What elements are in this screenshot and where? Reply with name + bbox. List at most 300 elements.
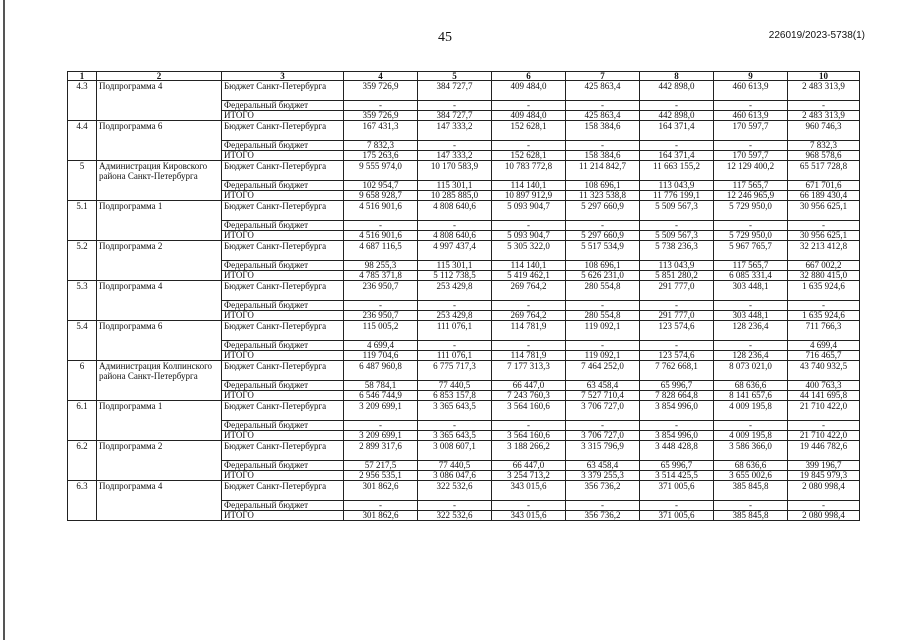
amount-cell: 11 323 538,8 bbox=[566, 191, 640, 201]
amount-cell: 7 832,3 bbox=[344, 141, 418, 151]
amount-cell: 114 140,1 bbox=[492, 261, 566, 271]
amount-cell: 98 255,3 bbox=[344, 261, 418, 271]
amount-cell: 128 236,4 bbox=[714, 351, 788, 361]
amount-cell: - bbox=[344, 421, 418, 431]
funding-source: ИТОГО bbox=[222, 391, 344, 401]
amount-cell: 5 419 462,1 bbox=[492, 271, 566, 281]
amount-cell: 115 301,1 bbox=[418, 261, 492, 271]
funding-source: ИТОГО bbox=[222, 111, 344, 121]
amount-cell: 19 446 782,6 bbox=[788, 441, 860, 461]
column-header: 2 bbox=[97, 72, 222, 81]
funding-source: Бюджет Санкт-Петербурга bbox=[222, 481, 344, 501]
funding-source: Федеральный бюджет bbox=[222, 221, 344, 231]
table-row bbox=[68, 161, 860, 181]
amount-cell: 68 636,6 bbox=[714, 461, 788, 471]
amount-cell: 10 285 885,0 bbox=[418, 191, 492, 201]
amount-cell: - bbox=[714, 301, 788, 311]
funding-source: Федеральный бюджет bbox=[222, 181, 344, 191]
funding-source: Бюджет Санкт-Петербурга bbox=[222, 361, 344, 381]
amount-cell: 63 458,4 bbox=[566, 461, 640, 471]
row-number: 6 bbox=[68, 361, 97, 401]
table-row bbox=[68, 241, 860, 261]
amount-cell: - bbox=[640, 101, 714, 111]
amount-cell: 425 863,4 bbox=[566, 81, 640, 101]
amount-cell: - bbox=[788, 221, 860, 231]
funding-source: Бюджет Санкт-Петербурга bbox=[222, 281, 344, 301]
amount-cell: 8 141 657,6 bbox=[714, 391, 788, 401]
amount-cell: - bbox=[788, 301, 860, 311]
amount-cell: 108 696,1 bbox=[566, 181, 640, 191]
amount-cell: 2 080 998,4 bbox=[788, 481, 860, 501]
amount-cell: - bbox=[714, 141, 788, 151]
amount-cell: 2 899 317,6 bbox=[344, 441, 418, 461]
amount-cell: 4 516 901,6 bbox=[344, 201, 418, 221]
amount-cell: 5 297 660,9 bbox=[566, 231, 640, 241]
amount-cell: 3 448 428,8 bbox=[640, 441, 714, 461]
amount-cell: 269 764,2 bbox=[492, 311, 566, 321]
funding-source: Федеральный бюджет bbox=[222, 141, 344, 151]
funding-source: Федеральный бюджет bbox=[222, 461, 344, 471]
amount-cell: 236 950,7 bbox=[344, 281, 418, 301]
amount-cell: - bbox=[640, 341, 714, 351]
row-number: 5.3 bbox=[68, 281, 97, 321]
amount-cell: 253 429,8 bbox=[418, 281, 492, 301]
amount-cell: 280 554,8 bbox=[566, 311, 640, 321]
amount-cell: 10 783 772,8 bbox=[492, 161, 566, 181]
funding-source: Бюджет Санкт-Петербурга bbox=[222, 401, 344, 421]
row-number: 5.2 bbox=[68, 241, 97, 281]
amount-cell: 5 112 738,5 bbox=[418, 271, 492, 281]
amount-cell: 11 663 155,2 bbox=[640, 161, 714, 181]
amount-cell: - bbox=[714, 221, 788, 231]
row-number: 4.4 bbox=[68, 121, 97, 161]
amount-cell: 3 365 643,5 bbox=[418, 401, 492, 421]
amount-cell: 301 862,6 bbox=[344, 511, 418, 521]
funding-source: ИТОГО bbox=[222, 351, 344, 361]
amount-cell: 19 845 979,3 bbox=[788, 471, 860, 481]
row-number: 6.3 bbox=[68, 481, 97, 521]
amount-cell: 32 213 412,8 bbox=[788, 241, 860, 261]
amount-cell: - bbox=[492, 221, 566, 231]
funding-source: Бюджет Санкт-Петербурга bbox=[222, 81, 344, 101]
amount-cell: 3 655 002,6 bbox=[714, 471, 788, 481]
amount-cell: 3 365 643,5 bbox=[418, 431, 492, 441]
amount-cell: 58 784,1 bbox=[344, 381, 418, 391]
amount-cell: - bbox=[714, 421, 788, 431]
row-number: 6.2 bbox=[68, 441, 97, 481]
amount-cell: 4 808 640,6 bbox=[418, 231, 492, 241]
amount-cell: 3 564 160,6 bbox=[492, 431, 566, 441]
amount-cell: 12 246 965,9 bbox=[714, 191, 788, 201]
funding-source: Бюджет Санкт-Петербурга bbox=[222, 161, 344, 181]
program-name: Подпрограмма 4 bbox=[97, 481, 222, 521]
funding-source: Бюджет Санкт-Петербурга bbox=[222, 321, 344, 341]
program-name: Подпрограмма 2 bbox=[97, 241, 222, 281]
amount-cell: 253 429,8 bbox=[418, 311, 492, 321]
amount-cell: 6 775 717,3 bbox=[418, 361, 492, 381]
amount-cell: 3 086 047,6 bbox=[418, 471, 492, 481]
amount-cell: - bbox=[492, 501, 566, 511]
amount-cell: 4 785 371,8 bbox=[344, 271, 418, 281]
amount-cell: - bbox=[344, 221, 418, 231]
amount-cell: 5 967 765,7 bbox=[714, 241, 788, 261]
amount-cell: 269 764,2 bbox=[492, 281, 566, 301]
amount-cell: 371 005,6 bbox=[640, 511, 714, 521]
amount-cell: 3 854 996,0 bbox=[640, 401, 714, 421]
row-number: 5.4 bbox=[68, 321, 97, 361]
amount-cell: 114 140,1 bbox=[492, 181, 566, 191]
table-row bbox=[68, 81, 860, 101]
row-number: 4.3 bbox=[68, 81, 97, 121]
amount-cell: - bbox=[492, 341, 566, 351]
amount-cell: 114 781,9 bbox=[492, 321, 566, 341]
amount-cell: - bbox=[566, 141, 640, 151]
amount-cell: 3 706 727,0 bbox=[566, 431, 640, 441]
amount-cell: 711 766,3 bbox=[788, 321, 860, 341]
amount-cell: - bbox=[418, 141, 492, 151]
amount-cell: - bbox=[418, 301, 492, 311]
amount-cell: 716 465,7 bbox=[788, 351, 860, 361]
table-row bbox=[68, 361, 860, 381]
amount-cell: 164 371,4 bbox=[640, 121, 714, 141]
program-name: Подпрограмма 6 bbox=[97, 121, 222, 161]
amount-cell: 343 015,6 bbox=[492, 511, 566, 521]
column-header: 9 bbox=[714, 72, 788, 81]
funding-source: Бюджет Санкт-Петербурга bbox=[222, 201, 344, 221]
amount-cell: 280 554,8 bbox=[566, 281, 640, 301]
amount-cell: 322 532,6 bbox=[418, 511, 492, 521]
amount-cell: - bbox=[640, 301, 714, 311]
amount-cell: 3 254 713,2 bbox=[492, 471, 566, 481]
column-header: 4 bbox=[344, 72, 418, 81]
amount-cell: - bbox=[566, 221, 640, 231]
amount-cell: - bbox=[492, 421, 566, 431]
amount-cell: 359 726,9 bbox=[344, 81, 418, 101]
funding-source: ИТОГО bbox=[222, 431, 344, 441]
program-name: Подпрограмма 2 bbox=[97, 441, 222, 481]
amount-cell: 303 448,1 bbox=[714, 311, 788, 321]
amount-cell: - bbox=[640, 141, 714, 151]
amount-cell: 343 015,6 bbox=[492, 481, 566, 501]
funding-source: Федеральный бюджет bbox=[222, 301, 344, 311]
program-name: Подпрограмма 6 bbox=[97, 321, 222, 361]
amount-cell: 5 509 567,3 bbox=[640, 231, 714, 241]
amount-cell: - bbox=[418, 221, 492, 231]
amount-cell: - bbox=[344, 501, 418, 511]
amount-cell: - bbox=[566, 301, 640, 311]
amount-cell: 3 514 425,5 bbox=[640, 471, 714, 481]
amount-cell: 147 333,2 bbox=[418, 151, 492, 161]
amount-cell: 460 613,9 bbox=[714, 111, 788, 121]
amount-cell: 158 384,6 bbox=[566, 151, 640, 161]
amount-cell: 384 727,7 bbox=[418, 111, 492, 121]
funding-source: Федеральный бюджет bbox=[222, 381, 344, 391]
amount-cell: 671 701,6 bbox=[788, 181, 860, 191]
amount-cell: - bbox=[344, 101, 418, 111]
amount-cell: 5 509 567,3 bbox=[640, 201, 714, 221]
amount-cell: 3 854 996,0 bbox=[640, 431, 714, 441]
amount-cell: 170 597,7 bbox=[714, 121, 788, 141]
program-name: Подпрограмма 4 bbox=[97, 81, 222, 121]
amount-cell: 111 076,1 bbox=[418, 351, 492, 361]
amount-cell: 291 777,0 bbox=[640, 311, 714, 321]
amount-cell: 9 658 928,7 bbox=[344, 191, 418, 201]
amount-cell: - bbox=[640, 221, 714, 231]
amount-cell: 11 776 199,1 bbox=[640, 191, 714, 201]
amount-cell: 77 440,5 bbox=[418, 381, 492, 391]
amount-cell: 1 635 924,6 bbox=[788, 281, 860, 301]
program-name: Подпрограмма 1 bbox=[97, 201, 222, 241]
amount-cell: 359 726,9 bbox=[344, 111, 418, 121]
amount-cell: 5 297 660,9 bbox=[566, 201, 640, 221]
amount-cell: 303 448,1 bbox=[714, 281, 788, 301]
funding-source: Бюджет Санкт-Петербурга bbox=[222, 121, 344, 141]
amount-cell: 5 851 280,2 bbox=[640, 271, 714, 281]
amount-cell: 147 333,2 bbox=[418, 121, 492, 141]
amount-cell: 6 853 157,8 bbox=[418, 391, 492, 401]
amount-cell: 1 635 924,6 bbox=[788, 311, 860, 321]
amount-cell: 5 729 950,0 bbox=[714, 201, 788, 221]
amount-cell: 6 546 744,9 bbox=[344, 391, 418, 401]
amount-cell: 3 706 727,0 bbox=[566, 401, 640, 421]
amount-cell: 6 085 331,4 bbox=[714, 271, 788, 281]
row-number: 6.1 bbox=[68, 401, 97, 441]
amount-cell: 3 564 160,6 bbox=[492, 401, 566, 421]
funding-source: ИТОГО bbox=[222, 471, 344, 481]
amount-cell: 409 484,0 bbox=[492, 111, 566, 121]
budget-table bbox=[67, 71, 860, 521]
column-header: 1 bbox=[68, 72, 97, 81]
amount-cell: 7 527 710,4 bbox=[566, 391, 640, 401]
amount-cell: 301 862,6 bbox=[344, 481, 418, 501]
amount-cell: 77 440,5 bbox=[418, 461, 492, 471]
amount-cell: 3 315 796,9 bbox=[566, 441, 640, 461]
amount-cell: - bbox=[418, 101, 492, 111]
row-number: 5.1 bbox=[68, 201, 97, 241]
funding-source: ИТОГО bbox=[222, 511, 344, 521]
amount-cell: - bbox=[640, 501, 714, 511]
amount-cell: 102 954,7 bbox=[344, 181, 418, 191]
amount-cell: 164 371,4 bbox=[640, 151, 714, 161]
amount-cell: - bbox=[714, 341, 788, 351]
amount-cell: 3 209 699,1 bbox=[344, 431, 418, 441]
funding-source: Федеральный бюджет bbox=[222, 501, 344, 511]
amount-cell: 117 565,7 bbox=[714, 181, 788, 191]
amount-cell: 2 080 998,4 bbox=[788, 511, 860, 521]
amount-cell: 4 997 437,4 bbox=[418, 241, 492, 261]
amount-cell: 7 832,3 bbox=[788, 141, 860, 151]
amount-cell: 5 626 231,0 bbox=[566, 271, 640, 281]
amount-cell: 7 762 668,1 bbox=[640, 361, 714, 381]
amount-cell: 7 464 252,0 bbox=[566, 361, 640, 381]
amount-cell: - bbox=[492, 301, 566, 311]
amount-cell: - bbox=[566, 501, 640, 511]
amount-cell: 442 898,0 bbox=[640, 81, 714, 101]
amount-cell: 385 845,8 bbox=[714, 481, 788, 501]
amount-cell: 108 696,1 bbox=[566, 261, 640, 271]
amount-cell: 68 636,6 bbox=[714, 381, 788, 391]
amount-cell: 152 628,1 bbox=[492, 151, 566, 161]
amount-cell: 4 516 901,6 bbox=[344, 231, 418, 241]
amount-cell: 2 956 535,1 bbox=[344, 471, 418, 481]
amount-cell: 114 781,9 bbox=[492, 351, 566, 361]
funding-source: ИТОГО bbox=[222, 311, 344, 321]
amount-cell: 117 565,7 bbox=[714, 261, 788, 271]
funding-source: Бюджет Санкт-Петербурга bbox=[222, 241, 344, 261]
funding-source: Федеральный бюджет bbox=[222, 261, 344, 271]
table-row bbox=[68, 201, 860, 221]
program-name: Подпрограмма 1 bbox=[97, 401, 222, 441]
amount-cell: 123 574,6 bbox=[640, 321, 714, 341]
amount-cell: 10 897 912,9 bbox=[492, 191, 566, 201]
amount-cell: 425 863,4 bbox=[566, 111, 640, 121]
amount-cell: 4 808 640,6 bbox=[418, 201, 492, 221]
table-row bbox=[68, 401, 860, 421]
amount-cell: 65 996,7 bbox=[640, 381, 714, 391]
amount-cell: 128 236,4 bbox=[714, 321, 788, 341]
amount-cell: 4 699,4 bbox=[788, 341, 860, 351]
amount-cell: 4 699,4 bbox=[344, 341, 418, 351]
amount-cell: 400 763,3 bbox=[788, 381, 860, 391]
amount-cell: 65 996,7 bbox=[640, 461, 714, 471]
amount-cell: 4 687 116,5 bbox=[344, 241, 418, 261]
amount-cell: 119 704,6 bbox=[344, 351, 418, 361]
column-header: 6 bbox=[492, 72, 566, 81]
amount-cell: 57 217,5 bbox=[344, 461, 418, 471]
amount-cell: 123 574,6 bbox=[640, 351, 714, 361]
amount-cell: 9 555 974,0 bbox=[344, 161, 418, 181]
amount-cell: 5 093 904,7 bbox=[492, 201, 566, 221]
amount-cell: 32 880 415,0 bbox=[788, 271, 860, 281]
column-header: 10 bbox=[788, 72, 860, 81]
amount-cell: 5 305 322,0 bbox=[492, 241, 566, 261]
amount-cell: 167 431,3 bbox=[344, 121, 418, 141]
amount-cell: 968 578,6 bbox=[788, 151, 860, 161]
amount-cell: 3 188 266,2 bbox=[492, 441, 566, 461]
amount-cell: 2 483 313,9 bbox=[788, 111, 860, 121]
amount-cell: 2 483 313,9 bbox=[788, 81, 860, 101]
amount-cell: 30 956 625,1 bbox=[788, 201, 860, 221]
table-row bbox=[68, 121, 860, 141]
amount-cell: - bbox=[788, 501, 860, 511]
column-header: 8 bbox=[640, 72, 714, 81]
amount-cell: - bbox=[418, 421, 492, 431]
amount-cell: 113 043,9 bbox=[640, 181, 714, 191]
amount-cell: 356 736,2 bbox=[566, 511, 640, 521]
amount-cell: - bbox=[418, 501, 492, 511]
row-number: 5 bbox=[68, 161, 97, 201]
program-name: Администрация Колпинского района Санкт-Петербурга bbox=[97, 361, 222, 401]
amount-cell: 5 093 904,7 bbox=[492, 231, 566, 241]
amount-cell: 5 729 950,0 bbox=[714, 231, 788, 241]
amount-cell: 170 597,7 bbox=[714, 151, 788, 161]
column-header: 7 bbox=[566, 72, 640, 81]
amount-cell: 115 301,1 bbox=[418, 181, 492, 191]
page-number: 45 bbox=[438, 30, 452, 45]
amount-cell: 66 447,0 bbox=[492, 461, 566, 471]
amount-cell: 7 177 313,3 bbox=[492, 361, 566, 381]
amount-cell: 356 736,2 bbox=[566, 481, 640, 501]
table-row bbox=[68, 481, 860, 501]
amount-cell: 384 727,7 bbox=[418, 81, 492, 101]
amount-cell: 385 845,8 bbox=[714, 511, 788, 521]
amount-cell: 152 628,1 bbox=[492, 121, 566, 141]
amount-cell: 667 002,2 bbox=[788, 261, 860, 271]
amount-cell: 119 092,1 bbox=[566, 351, 640, 361]
amount-cell: 8 073 021,0 bbox=[714, 361, 788, 381]
amount-cell: 66 189 430,4 bbox=[788, 191, 860, 201]
funding-source: Федеральный бюджет bbox=[222, 421, 344, 431]
amount-cell: - bbox=[492, 141, 566, 151]
amount-cell: 3 379 255,3 bbox=[566, 471, 640, 481]
amount-cell: 371 005,6 bbox=[640, 481, 714, 501]
amount-cell: 4 009 195,8 bbox=[714, 401, 788, 421]
amount-cell: 119 092,1 bbox=[566, 321, 640, 341]
amount-cell: - bbox=[640, 421, 714, 431]
amount-cell: - bbox=[714, 501, 788, 511]
column-header: 3 bbox=[222, 72, 344, 81]
amount-cell: 10 170 583,9 bbox=[418, 161, 492, 181]
amount-cell: 43 740 932,5 bbox=[788, 361, 860, 381]
amount-cell: 44 141 695,8 bbox=[788, 391, 860, 401]
amount-cell: 4 009 195,8 bbox=[714, 431, 788, 441]
amount-cell: 6 487 960,8 bbox=[344, 361, 418, 381]
amount-cell: 175 263,6 bbox=[344, 151, 418, 161]
amount-cell: - bbox=[566, 101, 640, 111]
table-row bbox=[68, 321, 860, 341]
amount-cell: - bbox=[492, 101, 566, 111]
amount-cell: 236 950,7 bbox=[344, 311, 418, 321]
amount-cell: 11 214 842,7 bbox=[566, 161, 640, 181]
funding-source: ИТОГО bbox=[222, 191, 344, 201]
amount-cell: - bbox=[714, 101, 788, 111]
amount-cell: - bbox=[566, 421, 640, 431]
amount-cell: 7 243 760,3 bbox=[492, 391, 566, 401]
amount-cell: 12 129 400,2 bbox=[714, 161, 788, 181]
table-header-row bbox=[68, 72, 860, 81]
amount-cell: 158 384,6 bbox=[566, 121, 640, 141]
amount-cell: 3 209 699,1 bbox=[344, 401, 418, 421]
amount-cell: 7 828 664,8 bbox=[640, 391, 714, 401]
amount-cell: - bbox=[566, 341, 640, 351]
amount-cell: 5 738 236,3 bbox=[640, 241, 714, 261]
amount-cell: 442 898,0 bbox=[640, 111, 714, 121]
amount-cell: 63 458,4 bbox=[566, 381, 640, 391]
amount-cell: 322 532,6 bbox=[418, 481, 492, 501]
amount-cell: 21 710 422,0 bbox=[788, 401, 860, 421]
scan-margin-line bbox=[3, 0, 5, 640]
amount-cell: 115 005,2 bbox=[344, 321, 418, 341]
amount-cell: 3 008 607,1 bbox=[418, 441, 492, 461]
document-code: 226019/2023-5738(1) bbox=[768, 30, 865, 41]
amount-cell: - bbox=[788, 421, 860, 431]
amount-cell: 291 777,0 bbox=[640, 281, 714, 301]
amount-cell: 30 956 625,1 bbox=[788, 231, 860, 241]
amount-cell: 409 484,0 bbox=[492, 81, 566, 101]
funding-source: ИТОГО bbox=[222, 271, 344, 281]
amount-cell: 460 613,9 bbox=[714, 81, 788, 101]
amount-cell: - bbox=[788, 101, 860, 111]
amount-cell: 21 710 422,0 bbox=[788, 431, 860, 441]
amount-cell: 3 586 366,0 bbox=[714, 441, 788, 461]
funding-source: Бюджет Санкт-Петербурга bbox=[222, 441, 344, 461]
amount-cell: 399 196,7 bbox=[788, 461, 860, 471]
funding-source: ИТОГО bbox=[222, 151, 344, 161]
amount-cell: - bbox=[418, 341, 492, 351]
amount-cell: - bbox=[344, 301, 418, 311]
amount-cell: 113 043,9 bbox=[640, 261, 714, 271]
table-row bbox=[68, 441, 860, 461]
